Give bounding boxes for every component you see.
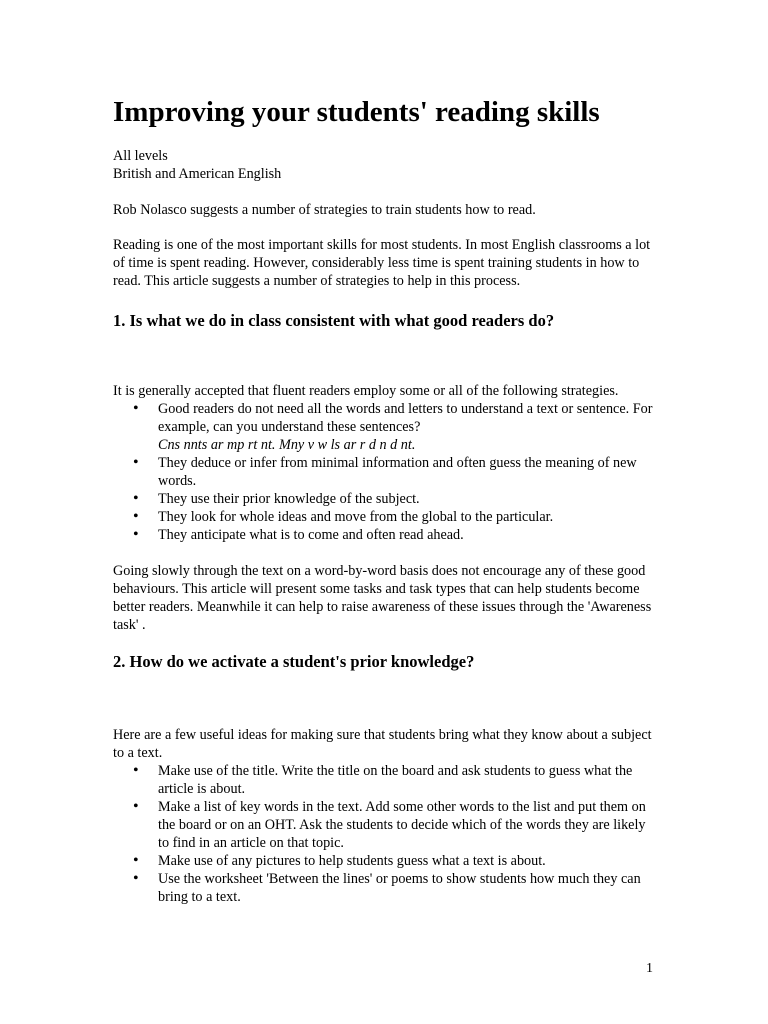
section2-heading: 2. How do we activate a student's prior knowledge? [113, 652, 475, 671]
intro-paragraph-block [113, 236, 658, 290]
section2-bullet-list [113, 762, 658, 906]
list-item [113, 870, 653, 906]
variety-text: British and American English [113, 166, 282, 182]
section2-body [113, 726, 658, 906]
intro-line: Rob Nolasco suggests a number of strategies to train students how to read. [113, 202, 536, 218]
page-number: 1 [646, 961, 653, 976]
bullet-text: Use the worksheet 'Between the lines' or poems to show students how much they can bring to a text. [158, 871, 641, 905]
bullet-text: They look for whole ideas and move from the global to the particular. [158, 509, 554, 525]
bullet-text: Make use of the title. Write the title on the board and ask students to guess what the article is about. [158, 763, 633, 797]
example-sentence: Cns nnts ar mp rt nt. Mny v w ls ar r d n d nt. [158, 437, 416, 453]
list-item [113, 508, 653, 526]
section1-lead: It is generally accepted that fluent readers employ some or all of the following strategies. [113, 383, 619, 399]
author-line [113, 201, 658, 219]
document-title: Improving your students' reading skills [113, 96, 600, 128]
section1-heading: 1. Is what we do in class consistent with what good readers do? [113, 311, 555, 330]
list-item [113, 490, 653, 508]
list-item [113, 454, 653, 490]
level-text: All levels [113, 148, 168, 164]
section1-closing-block [113, 562, 658, 634]
section2-lead: Here are a few useful ideas for making sure that students bring what they know about a subject to a text. [113, 727, 652, 761]
list-item [113, 400, 653, 454]
section1-body [113, 382, 658, 544]
list-item [113, 762, 653, 798]
list-item [113, 526, 653, 544]
bullet-text: Make a list of key words in the text. Add some other words to the list and put them on the board or on an OHT. Ask the students to decide which of the words they are likely to find in an article on that topic. [158, 799, 646, 851]
section1-bullet-list [113, 400, 658, 544]
bullet-text: Good readers do not need all the words and letters to understand a text or sentence. For example, can you understand these sentences? [158, 401, 653, 435]
bullet-text: They deduce or infer from minimal information and often guess the meaning of new words. [158, 455, 637, 489]
list-item [113, 798, 653, 852]
list-item [113, 852, 653, 870]
bullet-text: They use their prior knowledge of the subject. [158, 491, 420, 507]
bullet-text: They anticipate what is to come and often read ahead. [158, 527, 464, 543]
intro-paragraph: Reading is one of the most important skills for most students. In most English classrooms a lot of time is spent reading. However, considerably less time is spent training students in how to read. This article suggests a number of strategies to help in this process. [113, 237, 651, 289]
bullet-text: Make use of any pictures to help students guess what a text is about. [158, 853, 546, 869]
section1-closing: Going slowly through the text on a word-by-word basis does not encourage any of these good behaviours. This article will present some tasks and task types that can help students become better readers. Meanwhile it can help to raise awareness of these issues through the 'Awareness task' . [113, 563, 652, 633]
level-info [113, 147, 658, 183]
